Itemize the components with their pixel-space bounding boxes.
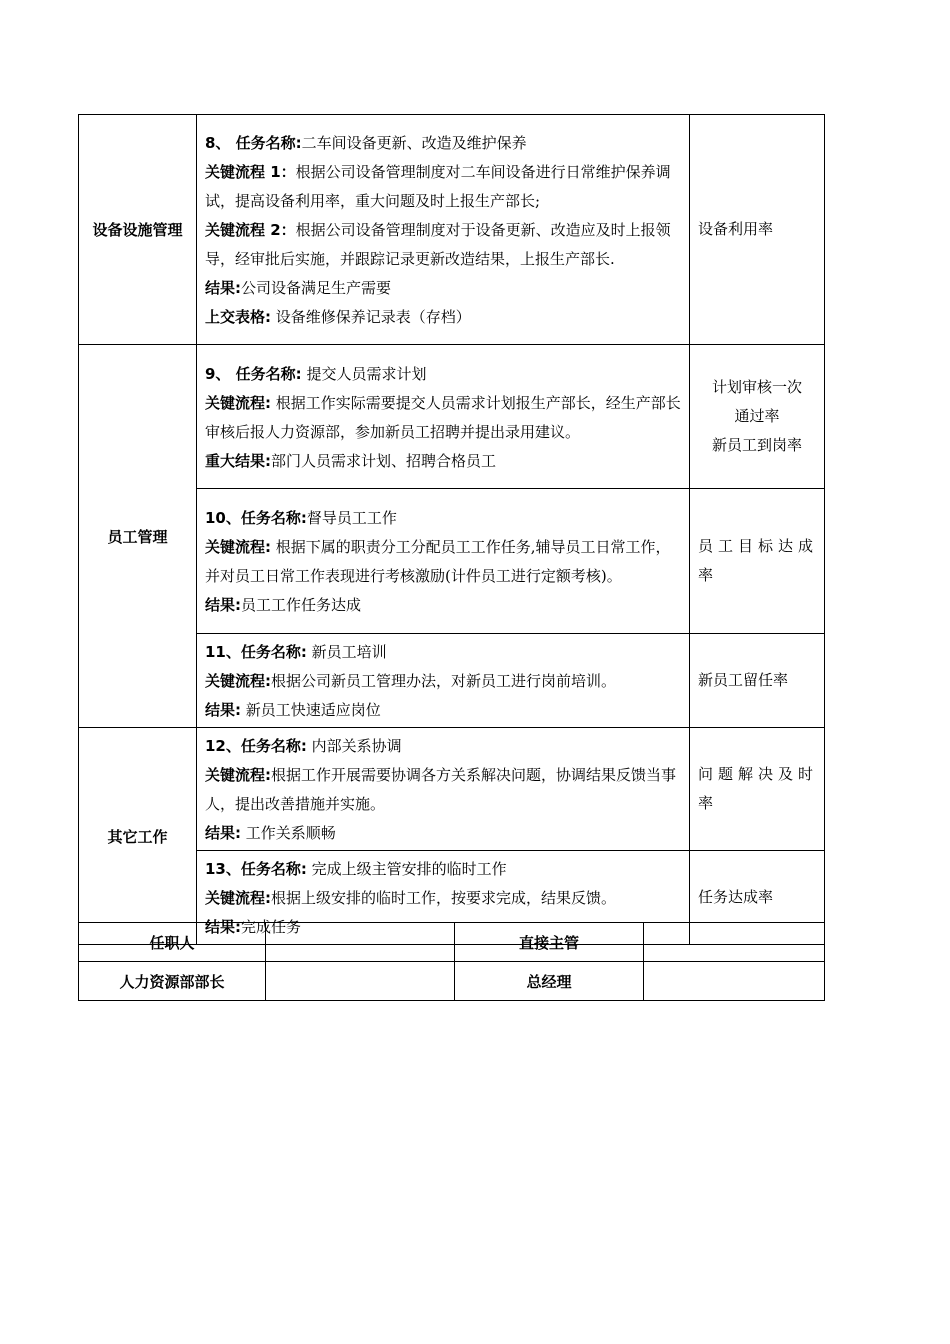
flow-line [205, 533, 681, 591]
supervisor-signature-field[interactable] [644, 923, 825, 962]
result-text: 部门人员需求计划、招聘合格员工 [271, 451, 497, 470]
task-title-line [205, 129, 681, 158]
table-row [79, 115, 825, 345]
result-text: 公司设备满足生产需要 [241, 279, 392, 297]
flow-text: 根据公司新员工管理办法，对新员工进行岗前培训。 [271, 672, 617, 690]
supervisor-label: 直接主管 [455, 923, 644, 962]
kpi-cell: 问题解决及时率 [690, 728, 825, 851]
task-title-label: 9、 任务名称: [205, 364, 302, 383]
flow-text: 根据公司设备管理制度对于设备更新、改造应及时上报领导，经审批后实施，并跟踪记录更新改造结果，上报生产部长. [205, 221, 671, 268]
kpi-cell: 员工目标达成率 [690, 489, 825, 634]
signature-row [79, 962, 825, 1001]
task-title-line [205, 732, 681, 761]
result-label: 结果: [205, 596, 241, 614]
flow-label: 关键流程: [205, 538, 271, 556]
flow-label: 关键流程 2： [205, 221, 296, 239]
task-title: 提交人员需求计划 [301, 364, 427, 383]
result-label: 结果: [205, 279, 241, 297]
task-title-line [205, 638, 681, 667]
flow-line [205, 389, 681, 447]
task-title: 二车间设备更新、改造及维护保养 [301, 134, 527, 152]
hr-head-signature-field[interactable] [266, 962, 455, 1001]
flow-line [205, 884, 681, 913]
task-title-label: 12、任务名称: [205, 737, 307, 755]
form-label: 上交表格: [205, 308, 271, 326]
task-title: 完成上级主管安排的临时工作 [306, 860, 507, 878]
category-cell: 其它工作 [79, 728, 197, 945]
flow-text: 根据工作实际需要提交人员需求计划报生产部长，经生产部长审核后报人力资源部，参加新员工招聘并提出录用建议。 [205, 393, 681, 441]
flow-label: 关键流程: [205, 889, 271, 907]
result-text: 完成任务 [241, 918, 302, 936]
result-line [205, 447, 681, 476]
flow-text: 根据公司设备管理制度对二车间设备进行日常维护保养调试，提高设备利用率，重大问题及时上报生产部长; [205, 163, 671, 210]
kpi-cell [690, 345, 825, 489]
flow-label: 关键流程 1： [205, 163, 296, 181]
task-title: 新员工培训 [306, 643, 387, 661]
signature-table [78, 922, 825, 1001]
kpi-cell: 设备利用率 [690, 115, 825, 345]
result-label: 结果: [205, 824, 241, 842]
result-line [205, 591, 681, 620]
result-text: 员工工作任务达成 [241, 596, 362, 614]
task-title-label: 11、任务名称: [205, 643, 307, 661]
task-title: 督导员工工作 [306, 509, 397, 527]
category-cell: 设备设施管理 [79, 115, 197, 345]
task-title-line [205, 504, 681, 533]
result-label: 重大结果: [205, 451, 271, 470]
task-cell [197, 634, 690, 728]
result-line [205, 819, 681, 848]
incumbent-signature-field[interactable] [266, 923, 455, 962]
hr-head-label: 人力资源部部长 [79, 962, 266, 1001]
task-title-label: 8、 任务名称: [205, 134, 302, 152]
flow-text: 根据上级安排的临时工作，按要求完成，结果反馈。 [271, 889, 617, 907]
kpi-line: 通过率 [734, 407, 780, 425]
result-label: 结果: [205, 918, 241, 936]
task-cell [197, 115, 690, 345]
result-text: 新员工快速适应岗位 [241, 701, 381, 719]
kpi-line: 新员工到岗率 [711, 436, 802, 454]
flow-line [205, 667, 681, 696]
task-title-line [205, 360, 681, 389]
flow-label: 关键流程: [205, 393, 271, 412]
kpi-cell: 任务达成率 [690, 851, 825, 945]
incumbent-label: 任职人 [79, 923, 266, 962]
task-title: 内部关系协调 [306, 737, 402, 755]
flow-text: 根据下属的职责分工分配员工工作任务,辅导员工日常工作，并对员工日常工作表现进行考核激励(计件员工进行定额考核)。 [205, 538, 671, 585]
task-title-line [205, 855, 681, 884]
task-title-label: 13、任务名称: [205, 860, 307, 878]
gm-signature-field[interactable] [644, 962, 825, 1001]
table-row [79, 728, 825, 851]
task-cell [197, 345, 690, 489]
gm-label: 总经理 [455, 962, 644, 1001]
flow-line [205, 761, 681, 819]
flow-label: 关键流程: [205, 672, 271, 690]
result-line [205, 274, 681, 303]
task-title-label: 10、任务名称: [205, 509, 307, 527]
form-line [205, 303, 681, 332]
task-cell [197, 728, 690, 851]
kpi-line: 计划审核一次 [711, 378, 802, 396]
flow-line [205, 158, 681, 216]
result-line [205, 696, 681, 725]
form-text: 设备维修保养记录表（存档） [271, 308, 471, 326]
task-cell [197, 489, 690, 634]
signature-row [79, 923, 825, 962]
flow-line [205, 216, 681, 274]
flow-label: 关键流程: [205, 766, 271, 784]
responsibility-table [78, 114, 825, 945]
result-text: 工作关系顺畅 [241, 824, 336, 842]
flow-text: 根据工作开展需要协调各方关系解决问题，协调结果反馈当事人，提出改善措施并实施。 [205, 766, 677, 813]
table-row [79, 345, 825, 489]
result-label: 结果: [205, 701, 241, 719]
kpi-cell: 新员工留任率 [690, 634, 825, 728]
category-cell: 员工管理 [79, 345, 197, 728]
